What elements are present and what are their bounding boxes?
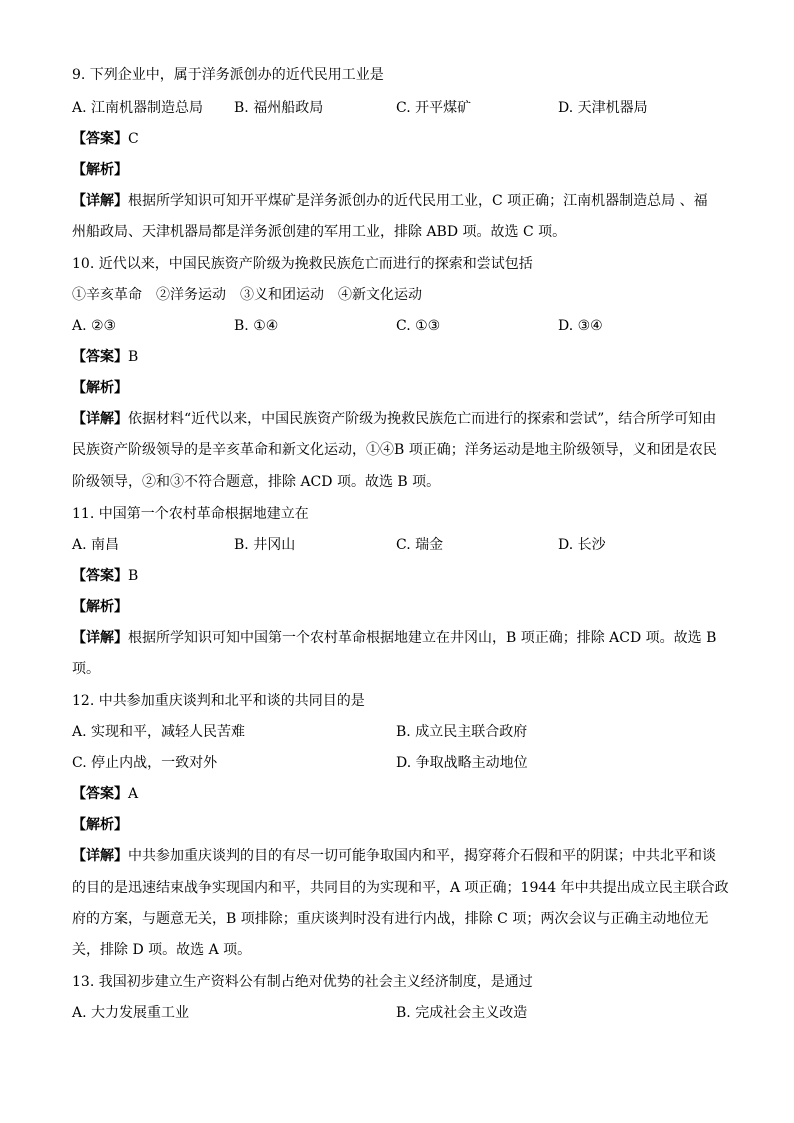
q12-option-c: C. 停止内战，一致对外 [72,755,218,771]
q11-option-b: B. 井冈山 [234,537,296,553]
q10-option-a: A. ②③ [72,318,117,334]
q13-option-b: B. 完成社会主义改造 [396,1005,528,1021]
q12-detail-text-1: 中共参加重庆谈判的目的有尽一切可能争取国内和平，揭穿蒋介石假和平的阴谋；中共北平和谈 [128,848,716,864]
q10-option-b: B. ①④ [234,318,279,334]
q9-detail-tag: 【详解】 [72,193,128,209]
q13-option-a: A. 大力发展重工业 [72,1005,190,1021]
q11-option-c: C. 瑞金 [396,537,444,553]
q13-stem: 13. 我国初步建立生产资料公有制占绝对优势的社会主义经济制度，是通过 [72,974,533,990]
q10-detail-text-1: 依据材料“近代以来，中国民族资产阶级为挽救民族危亡而进行的探索和尝试”，结合所学可知由 [128,411,717,427]
q12-detail-line-4: 关，排除 D 项。故选 A 项。 [72,942,252,958]
q9-detail-line-2: 州船政局、天津机器局都是洋务派创建的军用工业，排除 ABD 项。故选 C 项。 [72,224,567,240]
q11-analysis-tag: 【解析】 [72,599,128,615]
q9-option-a: A. 江南机器制造总局 [72,100,204,116]
q10-analysis-tag: 【解析】 [72,380,128,396]
q12-option-b: B. 成立民主联合政府 [396,724,528,740]
q10-answer [72,346,138,368]
q10-detail-tag: 【详解】 [72,411,128,427]
q12-detail-line-3: 府的方案，与题意无关，B 项排除；重庆谈判时没有进行内战，排除 C 项；两次会议与正确主动地位无 [72,911,709,927]
q12-option-d: D. 争取战略主动地位 [396,755,528,771]
q12-detail-line-1 [72,845,716,867]
q11-detail-tag: 【详解】 [72,630,128,646]
q11-detail-line-2: 项。 [72,661,100,677]
q11-detail-text-1: 根据所学知识可知中国第一个农村革命根据地建立在井冈山，B 项正确；排除 ACD 项。故选 B [128,630,717,646]
q12-option-a: A. 实现和平，减轻人民苦难 [72,724,246,740]
q9-option-b: B. 福州船政局 [234,100,324,116]
q9-option-d: D. 天津机器局 [558,100,648,116]
q11-stem: 11. 中国第一个农村革命根据地建立在 [72,506,309,522]
q10-option-d: D. ③④ [558,318,603,334]
q11-answer [72,565,138,587]
q9-answer [72,128,139,150]
q12-answer-tag: 【答案】 [72,786,128,802]
q12-answer-value: A [128,786,139,802]
q9-analysis-tag: 【解析】 [72,162,128,178]
q10-detail-line-3: 阶级领导，②和③不符合题意，排除 ACD 项。故选 B 项。 [72,474,441,490]
q12-detail-line-2: 的目的是迅速结束战争实现国内和平，共同目的为实现和平，A 项正确；1944 年中共提出成立民主联合政 [72,880,729,896]
q10-answer-tag: 【答案】 [72,349,128,365]
q12-detail-tag: 【详解】 [72,848,128,864]
q10-answer-value: B [128,349,139,365]
q9-option-c: C. 开平煤矿 [396,100,472,116]
q10-option-c: C. ①③ [396,318,441,334]
q9-detail-line-1 [72,190,708,212]
q11-answer-tag: 【答案】 [72,568,128,584]
q11-option-d: D. 长沙 [558,537,606,553]
q10-stem: 10. 近代以来，中国民族资产阶级为挽救民族危亡而进行的探索和尝试包括 [72,256,533,272]
q12-stem: 12. 中共参加重庆谈判和北平和谈的共同目的是 [72,693,365,709]
q9-detail-text-1: 根据所学知识可知开平煤矿是洋务派创办的近代民用工业，C 项正确；江南机器制造总局 、福 [128,193,708,209]
q10-detail-line-2: 民族资产阶级领导的是辛亥革命和新文化运动，①④B 项正确；洋务运动是地主阶级领导，义和团是农民 [72,442,717,458]
q11-option-a: A. 南昌 [72,537,120,553]
q9-stem: 9. 下列企业中，属于洋务派创办的近代民用工业是 [72,67,384,83]
q10-detail-line-1 [72,408,716,430]
q12-analysis-tag: 【解析】 [72,817,128,833]
q9-answer-tag: 【答案】 [72,131,128,147]
q11-answer-value: B [128,568,139,584]
q12-answer [72,783,138,805]
q9-answer-value: C [128,131,139,147]
q10-items: ①辛亥革命 ②洋务运动 ③义和团运动 ④新文化运动 [72,287,422,303]
q11-detail-line-1 [72,627,716,649]
